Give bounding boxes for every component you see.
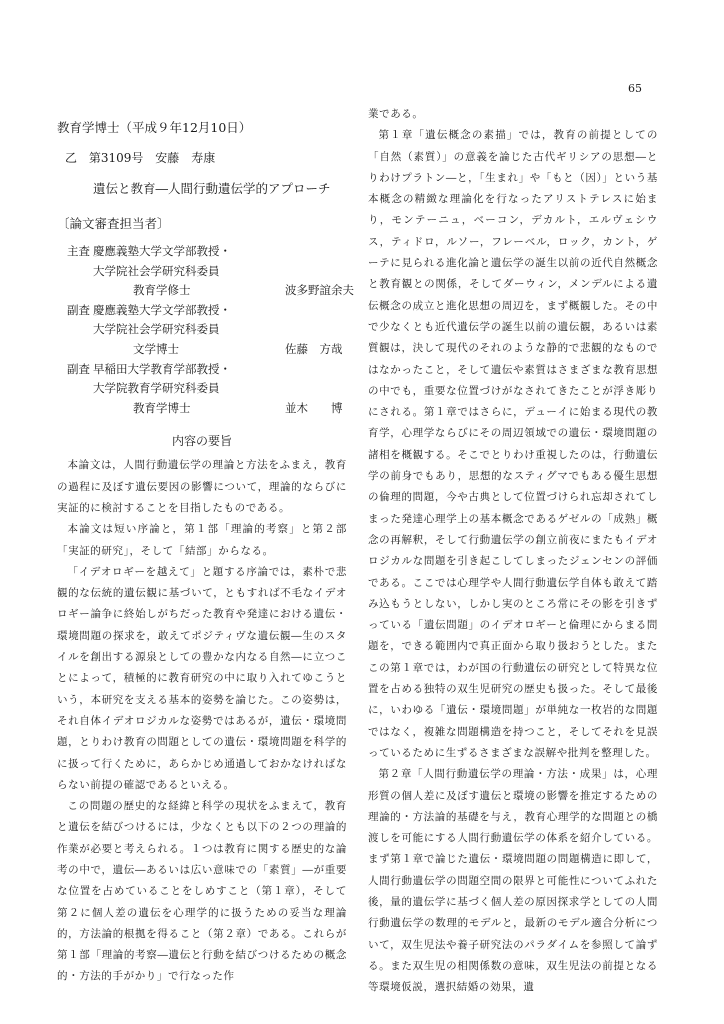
member-role: 副査 — [67, 302, 90, 317]
member-affiliation: 早稲田大学教育学部教授・ — [93, 361, 231, 376]
body-paragraph: 第１章「遺伝概念の素描」では，教育の前提としての「自然（素質）」の意義を論じた古代ギリシアの思想―とりわけプラトン―と，「生まれ」や「もと（因）」という基本概念の精緻な理論化を行なったアリストテレスに始まり，モンテーニュ，ベーコン，デカルト，エルヴェシウス，ティドロ，ルソー，フレーベル，ロック，カント，ゲーテに見られる進化論と遺伝学の誕生以前の近代自然概念と教育観との関係，そしてダーウィン，メンデルによる遺伝概念の成立と進化思想の周辺を，まず概観した。その中で少なくとも近代遺伝学の誕生以前の遺伝観，あるいは素質観は，決して現代のそれのような静的で悲観的なものではなかったこと，そして遺伝や素質はさまざまな教育思想の中でも，重要な位置づけがなされてきたことが浮き彫りにされる。第１章ではさらに，デューイに始まる現代の教育学，心理学ならびにその周辺領域での遺伝・環境問題の諸相を概観する。そこでとりわけ重視したのは，行動遺伝学の前身でもあり，思想的なスティグマでもある優生思想の倫理的問題，今や古典として位置づけられ忘却されてしまった発達心理学上の基本概念であるゲゼルの「成熟」概念の再解釈，そして行動遺伝学の創立前夜にまたもイデオロジカルな問題を引き起こしてしまったジェンセンの評価である。ここでは心理学や人間行動遺伝学自体も敢えて踏み込もうとしない，しかし実のところ常にその影を引きずっている「遺伝問題」のイデオロギーと倫理にからまる問題を，できる範囲内で真正面から取り扱おうとした。またこの第１章では，わが国の行動遺伝の研究として特異な位置を占める独特の双生児研究の歴史も扱った。そして最後に，いわゆる「遺伝・環境問題」が単純な一枚岩的な問題ではなく，複雑な問題構造を持つこと，そしてそれを見誤っているために生ずるさまざまな誤解や批判を整理した。 — [368, 129, 658, 759]
body-paragraph: 第２章「人間行動遺伝学の理論・方法・成果」は，心理形質の個人差に及ぼす遺伝と環境の影響を推定するための理論的・方法論的基礎を与え，教育心理学的な問題との橋渡しを可能にする人間行動遺伝学の体系を紹介している。まず第１章で論じた遺伝・環境問題の問題構造に即して，人間行動遺伝学の問題空間の限界と可能性についてふれた後，量的遺伝学に基づく個人差の原因探求学としての人間行動遺伝学の数理的モデルと，最新のモデル適合分析について，双生児法や養子研究法のパラダイムを参照して論ずる。また双生児の相関係数の意味，双生児法の前提となる等環境仮説，選択結婚の効果，遺 — [368, 768, 658, 994]
registration-line — [65, 149, 347, 166]
committee-member — [67, 242, 354, 301]
body-paragraph: 本論文は短い序論と，第１部「理論的考察」と第２部「実証的研究」，そして「結部」からなる。 — [57, 523, 347, 557]
member-affiliation: 慶應義塾大学文学部教授・ — [93, 244, 231, 258]
member-affiliation: 大学院社会学研究科委員 — [93, 263, 220, 278]
thesis-title: 遺伝と教育―人間行動遺伝学的アプローチ — [93, 181, 331, 196]
registration-number: 第3109号 — [88, 151, 144, 165]
committee-member — [67, 360, 347, 419]
left-column — [57, 110, 354, 988]
degree-title: 教育学博士（平成９年12月10日） — [57, 120, 252, 135]
member-affiliation: 大学院社会学研究科委員 — [93, 322, 220, 337]
member-degree: 文学博士 — [133, 341, 179, 356]
body-paragraph: 業である。 — [368, 108, 424, 120]
body-paragraph: 本論文は，人間行動遺伝学の理論と方法をふまえ，教育の過程に及ぼす遺伝要因の影響について，理論的ならびに実証的に検討することを目指したものである。 — [57, 459, 347, 514]
author-name: 安藤 寿康 — [155, 151, 216, 165]
member-degree: 教育学博士 — [133, 400, 191, 415]
member-name: 波多野誼余夫 — [285, 283, 354, 298]
page-number: 65 — [628, 82, 642, 95]
committee-list — [67, 242, 354, 418]
member-degree: 教育学修士 — [133, 283, 191, 298]
summary-heading: 内容の要旨 — [171, 434, 232, 449]
committee-member — [67, 301, 347, 360]
member-name: 佐藤 方哉 — [285, 341, 343, 356]
body-paragraph: この問題の歴史的な経緯と科学の現状をふまえて，教育と遺伝を結びつけるには，少なくとも以下の２つの理論的作業が必要と考えられる。１つは教育に関する歴史的な論考の中で，遺伝―あるいは広い意味での「素質」―が重要な位置を占めていることをしめすこと（第１章），そして第２に個人差の遺伝を心理学的に扱うための妥当な理論的，方法論的根拠を得ること（第２章）である。これらが第１部「理論的考察―遺伝と行動を結びつけるための概念的・方法的手がかり」で行なった作 — [57, 800, 347, 983]
member-affiliation: 慶應義塾大学文学部教授・ — [93, 302, 231, 317]
registration-prefix: 乙 — [65, 151, 78, 165]
member-affiliation: 大学院教育学研究科委員 — [93, 381, 220, 396]
right-column — [368, 104, 658, 998]
body-paragraph: 「イデオロギーを越えて」と題する序論では，素朴で悲観的な伝統的遺伝観に基づいて，ともすれば不毛なイデオロギー論争に終始しがちだった教育や発達における遺伝・環境問題の探求を，敢えてポジティヴな遺伝観―生のスタイルを創出する源泉としての豊かな内なる自然―に立つことによって，積極的に教育研究の中に取り入れてゆこうという，本研究を支える基本的姿勢を論じた。この姿勢は，それ自体イデオロジカルな姿勢ではあるが，遺伝・環境問題，とりわけ教育の問題としての遺伝・環境問題を科学的に扱って行くために，あらかじめ通過しておかなければならない前提の確認であるといえる。 — [57, 565, 347, 791]
member-role: 主査 — [67, 244, 90, 258]
committee-heading: 〔論文審査担当者〕 — [57, 216, 170, 231]
member-name: 並木 博 — [285, 400, 343, 415]
member-role: 副査 — [67, 361, 90, 376]
